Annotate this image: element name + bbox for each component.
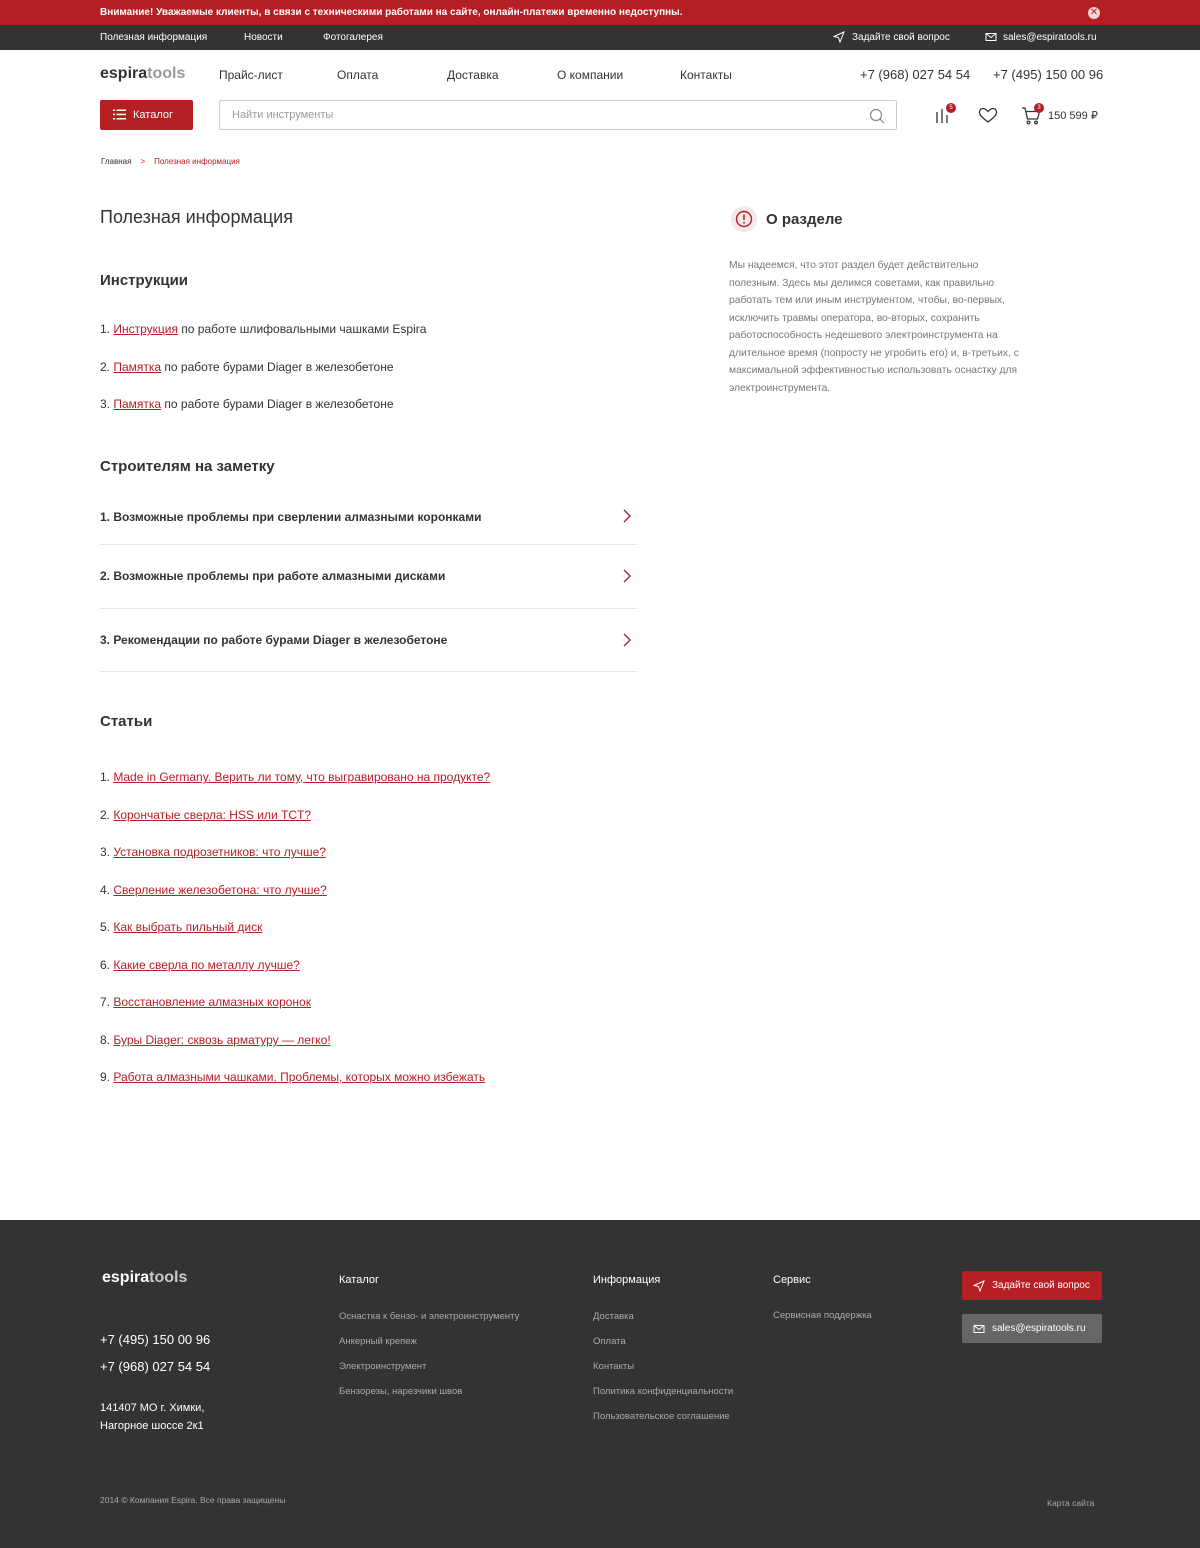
cart-count-badge: 3 [1034,103,1044,113]
instruction-item: 1. Инструкция по работе шлифовальными чашками Espira [100,322,427,336]
compare-count-badge: 5 [946,103,956,113]
chevron-right-icon [622,509,632,523]
header [0,50,1200,100]
accordion-label: 2. Возможные проблемы при работе алмазными дисками [100,569,446,583]
footer-catalog-link[interactable]: Анкерный крепеж [339,1336,417,1347]
breadcrumb-current: Полезная информация [154,157,240,166]
footer-info-link[interactable]: Пользовательское соглашение [593,1411,730,1422]
footer-service-link[interactable]: Сервисная поддержка [773,1310,872,1321]
article-link[interactable]: Как выбрать пильный диск [113,920,263,934]
builders-title: Строителям на заметку [100,458,275,475]
article-link[interactable]: Какие сверла по металлу лучше? [113,958,300,972]
menu-list-icon [113,109,126,120]
about-info-icon-wrap [731,206,757,232]
header-phone-1[interactable]: +7 (968) 027 54 54 [860,67,971,82]
header-phone-2[interactable]: +7 (495) 150 00 96 [993,67,1104,82]
info-icon [735,210,753,228]
footer-info-link[interactable]: Политика конфиденциальности [593,1386,734,1397]
page-title: Полезная информация [100,207,293,227]
footer-sitemap-link[interactable]: Карта сайта [1047,1498,1095,1508]
catalog-label: Каталог [133,109,173,121]
nav-payment[interactable]: Оплата [337,68,379,82]
footer-catalog-link[interactable]: Оснастка к бензо- и электроинструменту [339,1311,520,1322]
footer-logo[interactable]: espiratools [102,1269,188,1286]
about-text: Мы надеемся, что этот раздел будет действительно полезным. Здесь мы делимся советами, как правильно работать тем или иным инструментом, чтобы, во-первых, исключить травмы оператора, во-вторых, сохранить работоспособность недешевого электроинструмента на длительное время (попросту не угробить его) и, в-третьих, с максимальной эффективностью использовать оснастку для электроинструмента. [729,260,1019,394]
footer-catalog-link[interactable]: Электроинструмент [339,1361,427,1372]
accordion-item[interactable] [100,609,637,672]
top-bar [0,25,1200,50]
cart-total[interactable]: 150 599 ₽ [1048,110,1098,122]
article-link[interactable]: Made in Germany. Верить ли тому, что выгравировано на продукте? [113,770,491,784]
nav-about[interactable]: О компании [557,68,624,82]
close-icon[interactable]: ✕ [1089,7,1099,18]
article-link[interactable]: Буры Diager: сквозь арматуру — легко! [113,1033,331,1047]
article-item: 4. Сверление железобетона: что лучше? [100,883,327,897]
nav-contacts[interactable]: Контакты [680,68,732,82]
mail-icon [985,31,997,43]
instruction-item: 3. Памятка по работе бурами Diager в железобетоне [100,397,394,411]
article-item: 6. Какие сверла по металлу лучше? [100,958,300,972]
chevron-right-icon [622,633,632,647]
search-icon[interactable] [869,108,885,124]
search-input[interactable] [220,101,860,129]
accordion-label: 3. Рекомендации по работе бурами Diager в железобетоне [100,633,448,647]
article-item: 3. Установка подрозетников: что лучше? [100,845,326,859]
mail-icon [973,1323,985,1335]
heart-icon [978,106,998,126]
topbar-link-news[interactable]: Новости [244,32,283,43]
about-title: О разделе [766,211,843,228]
topbar-ask-question[interactable]: Задайте свой вопрос [852,32,950,43]
footer-phone-1[interactable]: +7 (495) 150 00 96 [100,1332,211,1347]
footer-info-link[interactable]: Доставка [593,1311,634,1322]
logo[interactable]: espiratools [100,65,186,82]
favorites-button[interactable] [978,106,998,126]
breadcrumb-home[interactable]: Главная [101,157,132,166]
nav-delivery[interactable]: Доставка [447,68,499,82]
instruction-link[interactable]: Памятка [113,397,162,411]
articles-title: Статьи [100,713,153,730]
instruction-item: 2. Памятка по работе бурами Diager в железобетоне [100,360,394,374]
send-icon [833,31,845,43]
topbar-link-gallery[interactable]: Фотогалерея [323,32,383,43]
footer-info-title: Информация [593,1274,661,1286]
article-item: 5. Как выбрать пильный диск [100,920,263,934]
alert-bar [0,0,1200,25]
article-item: 8. Буры Diager: сквозь арматуру — легко! [100,1033,331,1047]
article-link[interactable]: Восстановление алмазных коронок [113,995,311,1009]
article-item: 1. Made in Germany. Верить ли тому, что выгравировано на продукте? [100,770,491,784]
article-link[interactable]: Работа алмазными чашками. Проблемы, которых можно избежать [113,1070,486,1084]
article-link[interactable]: Сверление железобетона: что лучше? [113,883,327,897]
article-link[interactable]: Установка подрозетников: что лучше? [113,845,326,859]
compare-button[interactable] [934,106,954,126]
alert-text: Внимание! Уважаемые клиенты, в связи с техническими работами на сайте, онлайн-платежи временно недоступны. [100,7,683,18]
accordion-label: 1. Возможные проблемы при сверлении алмазными коронками [100,510,482,524]
footer-copyright: 2014 © Компания Espira. Все права защищены [100,1495,286,1505]
cart-button[interactable] [1021,106,1041,126]
catalog-button[interactable] [100,100,193,130]
breadcrumb [101,157,240,166]
nav-price-list[interactable]: Прайс-лист [219,68,283,82]
footer-catalog-title: Каталог [339,1274,379,1286]
instructions-title: Инструкции [100,272,189,289]
article-item: 2. Корончатые сверла: HSS или TCT? [100,808,312,822]
footer-info-link[interactable]: Контакты [593,1361,635,1372]
article-link[interactable]: Корончатые сверла: HSS или TCT? [113,808,312,822]
chevron-right-icon [622,569,632,583]
article-item: 9. Работа алмазными чашками. Проблемы, которых можно избежать [100,1070,486,1084]
footer-email-button[interactable]: sales@espiratools.ru [962,1314,1102,1343]
footer-service-title: Сервис [773,1274,811,1286]
search-box [219,100,897,130]
footer-ask-button[interactable]: Задайте свой вопрос [962,1271,1102,1300]
accordion-item[interactable] [100,545,637,609]
article-item: 7. Восстановление алмазных коронок [100,995,311,1009]
breadcrumb-separator: > [140,157,146,166]
footer-catalog-link[interactable]: Бензорезы, нарезчики швов [339,1386,463,1397]
topbar-link-useful-info[interactable]: Полезная информация [100,32,208,43]
footer-phone-2[interactable]: +7 (968) 027 54 54 [100,1359,211,1374]
accordion-item[interactable] [100,500,637,545]
instruction-link[interactable]: Памятка [113,360,162,374]
topbar-email[interactable]: sales@espiratools.ru [1003,32,1097,43]
instruction-link[interactable]: Инструкция [113,322,178,336]
footer-info-link[interactable]: Оплата [593,1336,626,1347]
footer-address: 141407 МО г. Химки, Нагорное шоссе 2к1 [100,1402,205,1432]
send-icon [973,1280,985,1292]
